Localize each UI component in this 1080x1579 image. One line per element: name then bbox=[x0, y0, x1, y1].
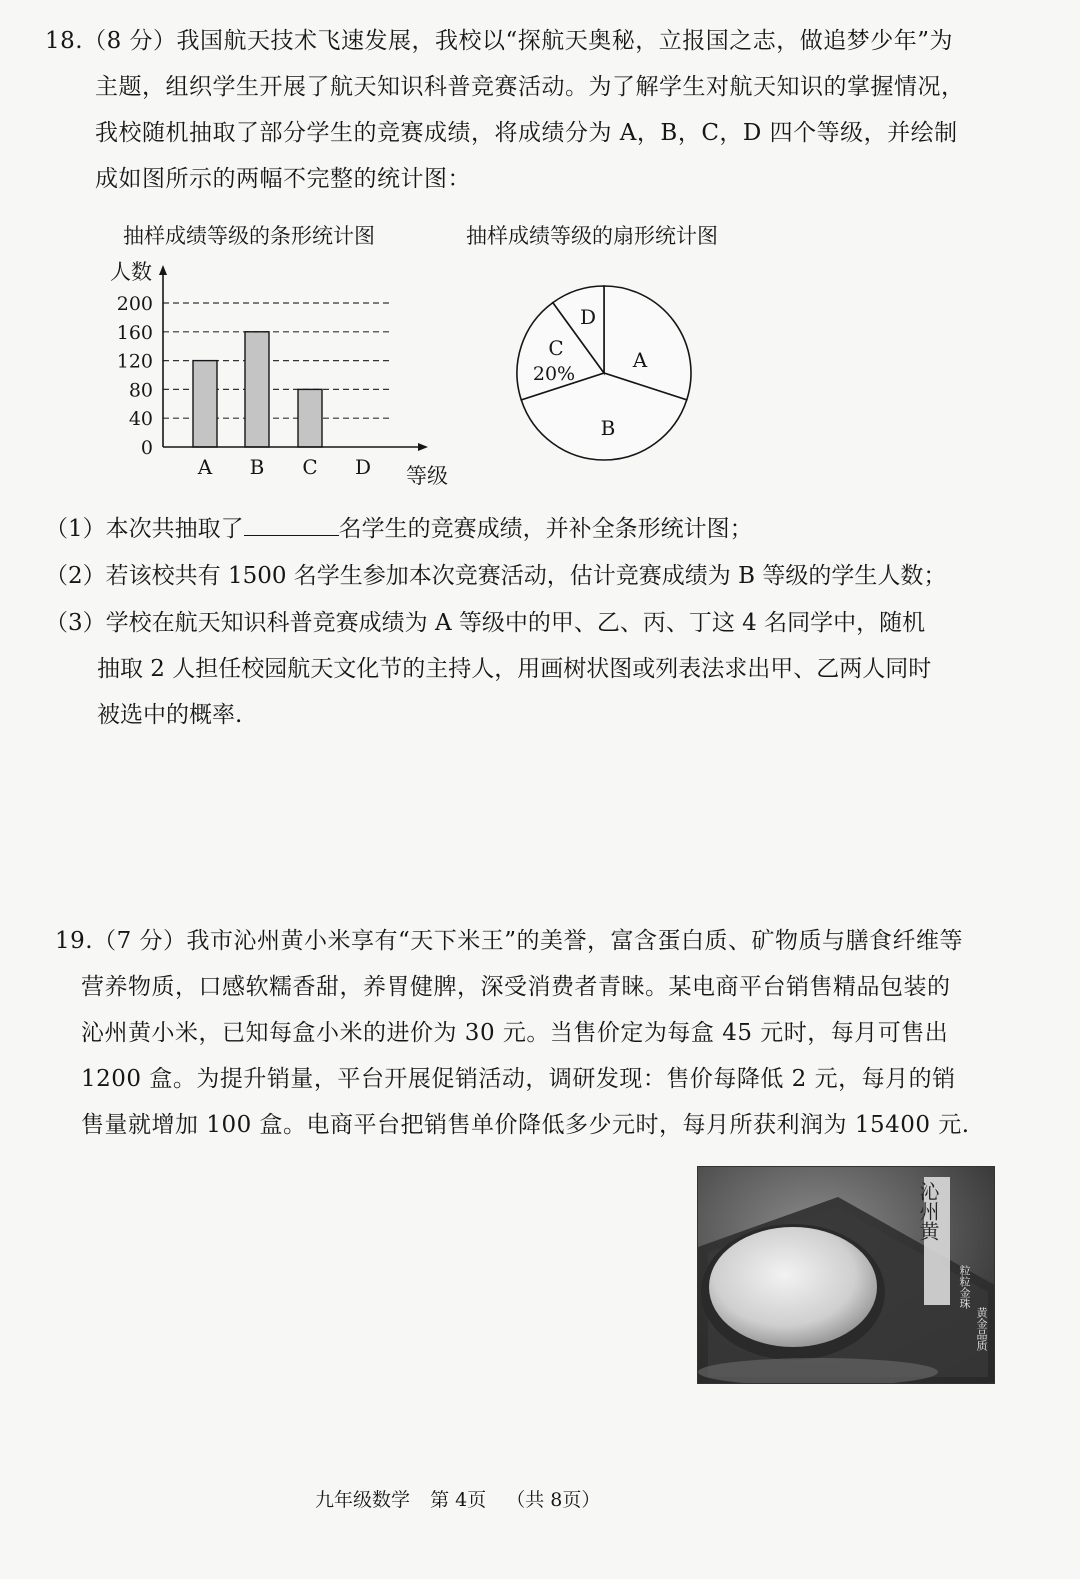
q18-sub3-line-1: （3）学校在航天知识科普竞赛成绩为 A 等级中的甲、乙、丙、丁这 4 名同学中，随机 bbox=[45, 610, 926, 636]
pie-label-d: D bbox=[579, 305, 597, 329]
x-axis-label: 等级 bbox=[406, 464, 448, 488]
x-tick-label: D bbox=[354, 455, 372, 479]
bar-c bbox=[298, 389, 322, 447]
q19-line-1: 19.（7 分）我市沁州黄小米享有“天下米王”的美誉，富含蛋白质、矿物质与膳食纤维等 bbox=[55, 928, 964, 954]
q19-line-4: 1200 盒。为提升销量，平台开展促销活动，调研发现：售价每降低 2 元，每月的销 bbox=[81, 1066, 956, 1092]
y-tick-label: 80 bbox=[128, 379, 153, 402]
q18-sub1-text-b: 名学生的竞赛成绩，并补全条形统计图； bbox=[338, 516, 753, 542]
bar-b bbox=[245, 332, 269, 447]
pie-label-c: C bbox=[548, 336, 564, 360]
y-tick-label: 160 bbox=[116, 321, 153, 344]
q19-line-3: 沁州黄小米，已知每盒小米的进价为 30 元。当售价定为每盒 45 元时，每月可售出 bbox=[81, 1020, 949, 1046]
question-19 bbox=[55, 918, 1045, 1148]
x-axis-arrow bbox=[418, 443, 428, 451]
x-tick-label: A bbox=[197, 455, 213, 479]
q18-line-4: 成如图所示的两幅不完整的统计图： bbox=[95, 166, 471, 192]
pie-chart-title: 抽样成绩等级的扇形统计图 bbox=[466, 224, 718, 248]
q18-line-3: 我校随机抽取了部分学生的竞赛成绩，将成绩分为 A，B，C，D 四个等级，并绘制 bbox=[95, 120, 958, 146]
q18-line-1: 18.（8 分）我国航天技术飞速发展，我校以“探航天奥秘，立报国之志，做追梦少年”为 bbox=[45, 28, 954, 54]
answer-blank bbox=[244, 515, 339, 536]
q18-sub3-line-2: 抽取 2 人担任校园航天文化节的主持人，用画树状图或列表法求出甲、乙两人同时 bbox=[97, 656, 932, 682]
q19-line-2: 营养物质，口感软糯香甜，养胃健脾，深受消费者青睐。某电商平台销售精品包装的 bbox=[81, 974, 951, 1000]
y-tick-label: 120 bbox=[116, 350, 153, 373]
bar-chart bbox=[100, 255, 480, 495]
question-18 bbox=[45, 18, 1045, 202]
x-tick-label: B bbox=[249, 455, 265, 479]
photo-brand-title: 沁州黄 bbox=[916, 1181, 940, 1241]
q18-line-2: 主题，组织学生开展了航天知识科普竞赛活动。为了解学生对航天知识的掌握情况， bbox=[95, 74, 965, 100]
footer-total: （共 8页） bbox=[506, 1489, 601, 1511]
footer-grade: 九年级数学 bbox=[315, 1489, 411, 1511]
q19-line-5: 售量就增加 100 盒。电商平台把销售单价降低多少元时，每月所获利润为 15400 元. bbox=[81, 1112, 970, 1138]
y-tick-label: 200 bbox=[116, 293, 153, 315]
photo-caption-1: 粒粒金珠 bbox=[958, 1265, 971, 1309]
pie-label-b: B bbox=[600, 416, 616, 440]
y-tick-label: 0 bbox=[140, 437, 153, 459]
y-axis-label: 人数 bbox=[110, 260, 152, 284]
bar-a bbox=[193, 361, 217, 447]
q18-subquestion-3 bbox=[45, 600, 1045, 738]
page-footer bbox=[315, 1485, 614, 1512]
pie-chart bbox=[505, 275, 705, 475]
pie-percent-c: 20% bbox=[532, 363, 576, 385]
pie-label-a: A bbox=[632, 348, 648, 372]
q18-subquestion-2: （2）若该校共有 1500 名学生参加本次竞赛活动，估计竞赛成绩为 B 等级的学生人数； bbox=[45, 563, 947, 589]
footer-page: 第 4页 bbox=[430, 1489, 487, 1511]
photo-caption-2: 黄金品质 bbox=[975, 1307, 988, 1351]
x-tick-label: C bbox=[302, 455, 318, 479]
millet-product-photo bbox=[697, 1166, 995, 1384]
y-tick-label: 40 bbox=[128, 408, 153, 431]
q18-sub3-line-3: 被选中的概率. bbox=[97, 702, 243, 728]
y-axis-arrow bbox=[159, 265, 167, 275]
bar-chart-title: 抽样成绩等级的条形统计图 bbox=[123, 224, 375, 248]
q18-subquestion-1 bbox=[45, 506, 1045, 552]
q18-sub1-text-a: （1）本次共抽取了 bbox=[45, 516, 244, 542]
